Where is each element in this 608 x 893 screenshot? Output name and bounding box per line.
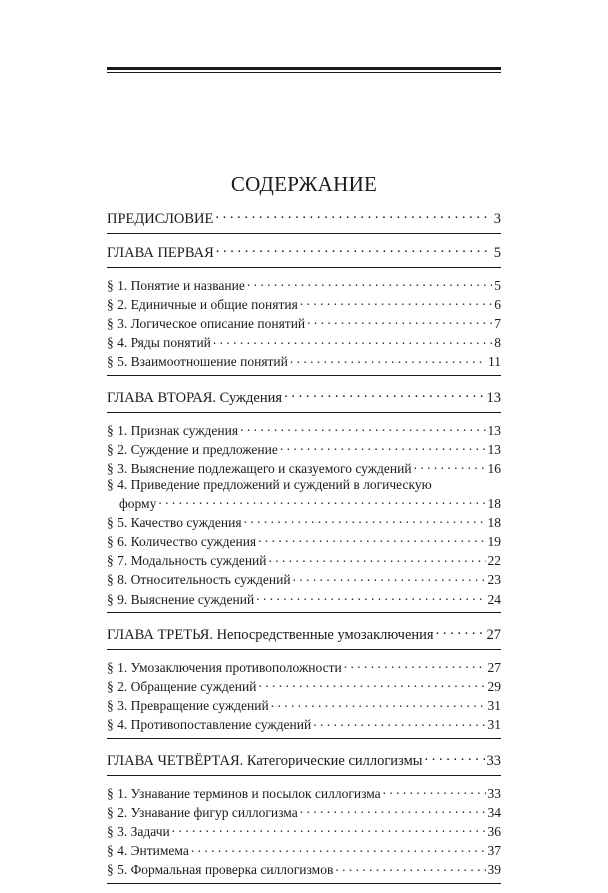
toc-divider [107, 738, 501, 739]
toc-section-label: § 3. Задачи [107, 823, 170, 839]
toc-section[interactable] [107, 840, 501, 859]
toc-leader [290, 351, 486, 367]
toc-section-label: § 3. Выяснение подлежащего и сказуемого суждений [107, 460, 412, 476]
toc-preface[interactable] [107, 206, 501, 228]
toc-divider [107, 649, 501, 650]
toc-leader [280, 438, 486, 454]
toc-section-label[interactable]: § 4. Приведение предложений и суждений в логическую [107, 476, 432, 492]
toc-section-label: § 1. Признак суждения [107, 422, 239, 438]
toc-section[interactable] [107, 801, 501, 820]
toc-leader [158, 492, 485, 508]
toc-divider [107, 233, 501, 234]
toc-chapters [107, 240, 501, 884]
toc-section-label: § 2. Обращение суждений [107, 679, 257, 694]
toc-title: СОДЕРЖАНИЕ [230, 172, 378, 196]
toc-section-label: § 9. Выяснение суждений [107, 591, 255, 607]
header-rule [107, 67, 501, 70]
toc-leader [335, 859, 485, 875]
toc-section[interactable] [107, 675, 501, 694]
toc-page-number: 24 [487, 591, 501, 607]
toc-leader [383, 782, 486, 798]
toc-divider [107, 375, 501, 376]
table-of-contents [107, 206, 501, 893]
toc-section[interactable] [107, 332, 501, 351]
toc-chapter-label: ГЛАВА ПЕРВАЯ [107, 245, 214, 261]
toc-page-number: 13 [487, 422, 501, 438]
toc-leader [284, 385, 484, 402]
toc-section-label: § 3. Превращение суждений [107, 698, 269, 714]
toc-section[interactable] [107, 438, 501, 457]
toc-section[interactable] [107, 695, 501, 714]
toc-page-number: 18 [487, 495, 501, 511]
toc-section-label: § 4. Ряды понятий [107, 335, 211, 351]
toc-leader [271, 695, 486, 711]
toc-leader [436, 622, 485, 639]
toc-leader [244, 511, 486, 527]
toc-leader [300, 293, 492, 309]
toc-section[interactable] [107, 274, 501, 293]
toc-page-number: 31 [487, 717, 501, 733]
toc-page-number: 27 [486, 627, 501, 644]
toc-page-number: 7 [494, 315, 501, 331]
toc-section-label: § 4. Противопоставление суждений [107, 717, 312, 733]
toc-chapter[interactable] [107, 385, 501, 407]
toc-section-label: § 5. Взаимоотношение понятий [107, 354, 288, 370]
toc-page-number: 33 [486, 752, 501, 769]
toc-leader [215, 206, 491, 223]
toc-chapter[interactable] [107, 240, 501, 262]
toc-section-label: § 1. Умозаключения противоположности [107, 659, 342, 675]
toc-section[interactable] [107, 859, 501, 878]
toc-section[interactable] [107, 550, 501, 569]
toc-leader [307, 312, 492, 328]
toc-page-number: 23 [487, 572, 501, 588]
toc-section-label: § 2. Узнавание фигур силлогизма [107, 804, 298, 820]
toc-page-number: 37 [487, 843, 501, 859]
toc-chapter-label: ГЛАВА ТРЕТЬЯ. Непосредственные умозаключения [107, 627, 434, 644]
toc-divider [107, 612, 501, 613]
toc-page-number: 19 [487, 534, 501, 550]
toc-section[interactable] [107, 714, 501, 733]
toc-section-label: § 2. Суждение и предложение [107, 441, 278, 457]
toc-section[interactable] [107, 820, 501, 839]
toc-section-label: § 1. Понятие и название [107, 277, 245, 293]
toc-section-label: § 8. Относительность суждений [107, 572, 291, 588]
toc-section[interactable] [107, 312, 501, 331]
toc-leader [240, 419, 485, 435]
toc-section[interactable] [107, 588, 501, 607]
toc-page-number: 39 [487, 862, 501, 878]
toc-section-label: § 7. Модальность суждений [107, 553, 267, 569]
toc-section-label: § 5. Формальная проверка силлогизмов [107, 862, 334, 878]
toc-leader [414, 457, 486, 473]
toc-section-label: § 6. Количество суждения [107, 534, 257, 550]
toc-section-label: § 2. Единичные и общие понятия [107, 296, 298, 312]
toc-page-number: 18 [487, 514, 501, 530]
toc-leader [247, 274, 492, 290]
toc-divider [107, 883, 501, 884]
toc-section[interactable] [107, 492, 501, 511]
toc-page-number: 11 [488, 354, 501, 370]
toc-leader [300, 801, 486, 817]
toc-page-number: 5 [493, 245, 501, 261]
toc-page-number: 3 [493, 211, 501, 227]
toc-preface-label: ПРЕДИСЛОВИЕ [107, 211, 214, 227]
toc-leader [258, 530, 485, 546]
toc-page-number: 27 [487, 659, 501, 675]
toc-leader [213, 332, 492, 348]
toc-section-label: § 4. Энтимема [107, 843, 189, 859]
toc-leader [293, 569, 486, 585]
toc-leader [269, 550, 486, 566]
toc-section[interactable] [107, 511, 501, 530]
toc-page-number: 6 [494, 296, 501, 312]
toc-leader [344, 656, 486, 672]
toc-leader [256, 588, 485, 604]
toc-page-number: 22 [487, 553, 501, 569]
toc-leader [172, 820, 486, 836]
toc-page-number: 13 [486, 389, 501, 406]
toc-divider [107, 412, 501, 413]
toc-section-label: § 5. Качество суждения [107, 514, 242, 530]
toc-section[interactable] [107, 569, 501, 588]
toc-divider [107, 775, 501, 776]
toc-chapter-label: ГЛАВА ВТОРАЯ. Суждения [107, 389, 283, 406]
toc-section[interactable] [107, 419, 501, 438]
toc-section[interactable] [107, 782, 501, 801]
toc-page-number: 33 [487, 785, 501, 801]
toc-section[interactable] [107, 351, 501, 370]
toc-chapter-label: ГЛАВА ЧЕТВЁРТАЯ. Категорические силлогизмы [107, 752, 423, 769]
toc-section-label: § 1. Узнавание терминов и посылок силлогизма [107, 785, 381, 801]
toc-divider [107, 267, 501, 268]
toc-chapter[interactable] [107, 622, 501, 644]
toc-section-label-cont: форму [119, 495, 157, 511]
toc-page-number: 8 [494, 335, 501, 351]
toc-leader [258, 675, 485, 691]
toc-page-number: 13 [487, 441, 501, 457]
toc-leader [313, 714, 485, 730]
toc-section[interactable] [107, 656, 501, 675]
toc-page-number: 31 [487, 698, 501, 714]
toc-leader [191, 840, 486, 856]
toc-page-number: 34 [487, 804, 501, 820]
toc-page-number: 29 [487, 679, 501, 694]
toc-page-number: 16 [487, 460, 501, 476]
toc-section[interactable] [107, 530, 501, 549]
toc-section[interactable] [107, 293, 501, 312]
toc-section-label: § 3. Логическое описание понятий [107, 315, 306, 331]
toc-page-number: 5 [494, 277, 501, 293]
toc-chapter[interactable] [107, 748, 501, 770]
toc-section[interactable] [107, 457, 501, 476]
toc-leader [425, 748, 485, 765]
toc-page-number: 36 [487, 823, 501, 839]
toc-leader [216, 240, 492, 257]
